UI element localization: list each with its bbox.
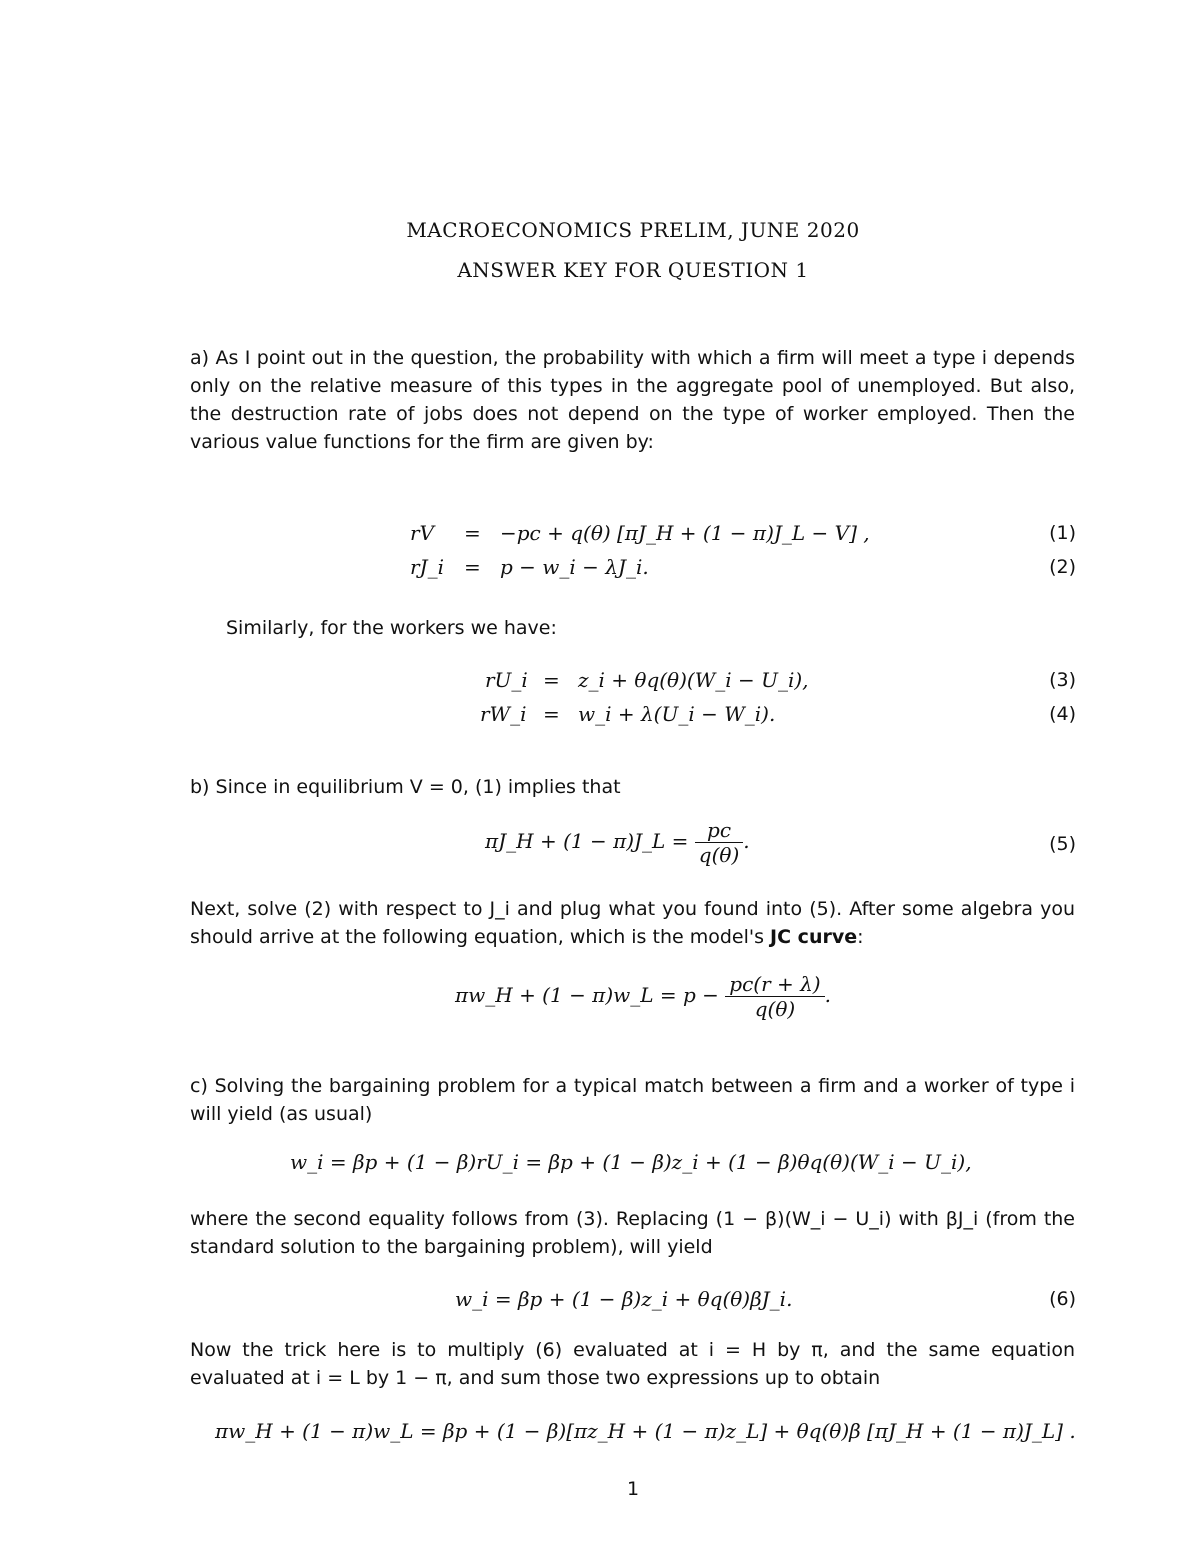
jc-curve-label: JC curve — [770, 926, 858, 948]
equation-jc-numerator: pc(r + λ) — [725, 972, 824, 997]
paragraph-similarly: Similarly, for the workers we have: — [226, 617, 557, 639]
paragraph-b: b) Since in equilibrium V = 0, (1) implies that — [190, 776, 621, 798]
equation-aggregate: πw_H + (1 − π)w_L = βp + (1 − β)[πz_H + (1 − π)z_L] + θq(θ)β [πJ_H + (1 − π)J_L] . — [215, 1419, 1076, 1443]
document-title: MACROECONOMICS PRELIM, JUNE 2020 — [406, 218, 860, 242]
paragraph-now: Now the trick here is to multiply (6) evaluated at i = H by π, and the same equation evaluated at i = L by 1 − π, and sum those two expressions up to obtain — [190, 1339, 1075, 1389]
equation-4-number: (4) — [1049, 703, 1076, 725]
equation-1-number: (1) — [1049, 522, 1076, 544]
equation-jc: πw_H + (1 − π)w_L = p − $\frac{pc(r + \lambda)}{q(\theta)}$ . — [455, 972, 831, 1021]
equation-1-rhs: −pc + q(θ) [πJ_H + (1 − π)J_L − V] , — [500, 521, 870, 545]
equation-2-lhs: rJ_i — [410, 555, 444, 579]
equation-2-rel: = — [464, 555, 481, 579]
equation-6: w_i = βp + (1 − β)z_i + θq(θ)βJ_i. — [455, 1287, 793, 1311]
equation-4-rel: = — [543, 702, 560, 726]
equation-4-lhs: rW_i — [480, 702, 527, 726]
paragraph-next: Next, solve (2) with respect to J_i and plug what you found into (5). After some algebra you should arrive at the following equation, which is the model's JC curve: — [190, 898, 1075, 948]
equation-1-rel: = — [464, 521, 481, 545]
equation-5-denominator: q(θ) — [698, 843, 740, 867]
equation-3-lhs: rU_i — [485, 668, 528, 692]
equation-3-number: (3) — [1049, 669, 1076, 691]
equation-5-number: (5) — [1049, 833, 1076, 855]
equation-jc-lhs: πw_H + (1 − π)w_L = p − — [455, 983, 719, 1007]
equation-wage-bargaining: w_i = βp + (1 − β)rU_i = βp + (1 − β)z_i + (1 − β)θq(θ)(W_i − U_i), — [290, 1150, 972, 1174]
paragraph-c: c) Solving the bargaining problem for a typical match between a firm and a worker of type i will yield (as usual) — [190, 1075, 1075, 1125]
equation-2-rhs: p − w_i − λJ_i. — [500, 555, 649, 579]
equation-3-rhs: z_i + θq(θ)(W_i − U_i), — [578, 668, 809, 692]
equation-1-lhs: rV — [410, 521, 435, 545]
equation-jc-fraction — [725, 972, 824, 1021]
equation-5: πJ_H + (1 − π)J_L = $\frac{pc}{q(\theta)}$ . — [485, 818, 750, 867]
equation-5-lhs: πJ_H + (1 − π)J_L = — [485, 829, 689, 853]
equation-2-number: (2) — [1049, 556, 1076, 578]
page-number: 1 — [626, 1478, 640, 1500]
equation-6-number: (6) — [1049, 1288, 1076, 1310]
equation-jc-denominator: q(θ) — [754, 997, 796, 1021]
paragraph-a: a) As I point out in the question, the probability with which a firm will meet a type i depends only on the relative measure of this types in the aggregate pool of unemployed. But also, the destruction rate of jobs does not depend on the type of worker employed. Then the various value functions for the firm are given by: — [190, 347, 1075, 453]
equation-3-rel: = — [543, 668, 560, 692]
paragraph-where: where the second equality follows from (3). Replacing (1 − β)(W_i − U_i) with βJ_i (from the standard solution to the bargaining problem), will yield — [190, 1208, 1075, 1258]
equation-4-rhs: w_i + λ(U_i − W_i). — [578, 702, 776, 726]
equation-5-numerator: pc — [695, 818, 743, 843]
equation-5-fraction — [695, 818, 743, 867]
document-subtitle: ANSWER KEY FOR QUESTION 1 — [457, 258, 809, 282]
